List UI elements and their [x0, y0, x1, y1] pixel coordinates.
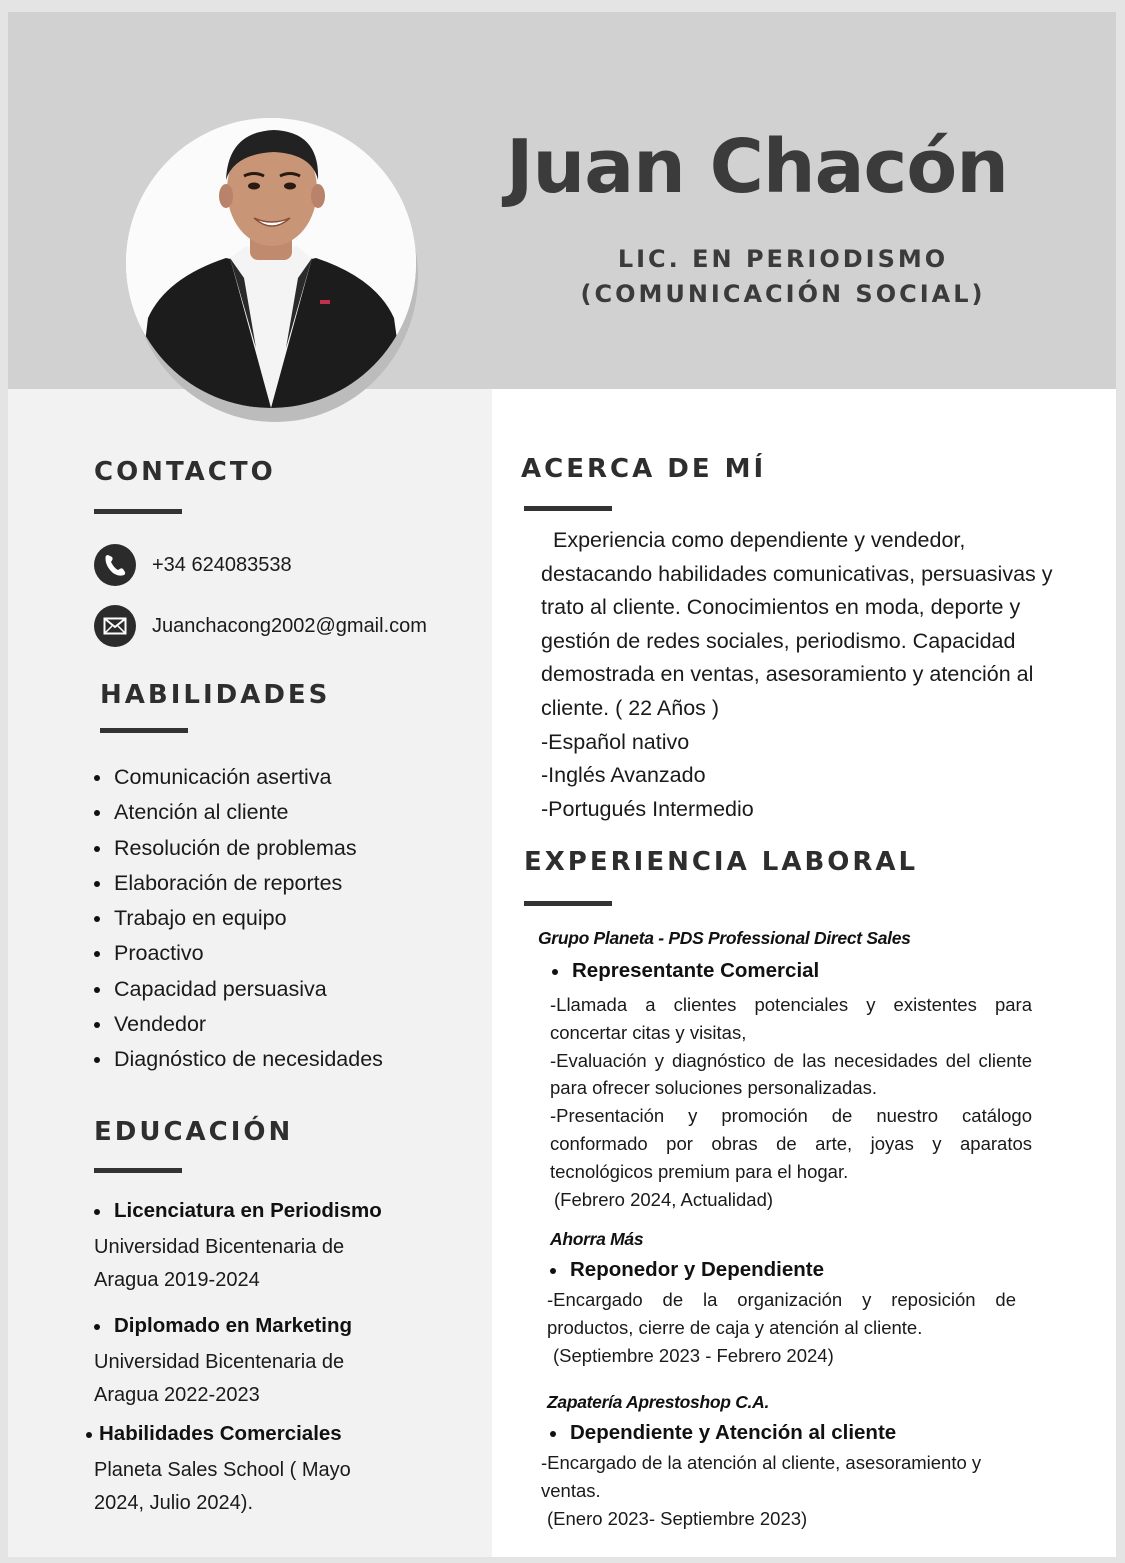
education-school-line1: Universidad Bicentenaria de — [94, 1236, 345, 1258]
skill-item: Trabajo en equipo — [94, 901, 383, 936]
job-description — [547, 1286, 1016, 1342]
skill-item: Vendedor — [94, 1007, 383, 1042]
job-description-line: -Evaluación y diagnóstico de las necesidades del cliente para ofrecer soluciones personalizadas. — [550, 1049, 1032, 1099]
about-line: gestión de redes sociales, periodismo. Capacidad — [541, 628, 1016, 653]
experience-heading: EXPERIENCIA LABORAL — [524, 847, 919, 877]
skills-list — [94, 760, 383, 1078]
skills-heading-bar — [100, 728, 188, 733]
job-dates: (Enero 2023- Septiembre 2023) — [547, 1507, 808, 1529]
skill-item: Elaboración de reportes — [94, 866, 383, 901]
education-degree: Licenciatura en Periodismo — [94, 1199, 464, 1223]
about-line: -Español nativo — [541, 729, 690, 754]
professional-title-line2: (COMUNICACIÓN SOCIAL) — [580, 280, 986, 308]
education-degree: Diplomado en Marketing — [94, 1314, 464, 1338]
about-heading: ACERCA DE MÍ — [521, 454, 767, 484]
contact-heading: CONTACTO — [94, 457, 276, 487]
job-role: Representante Comercial — [548, 959, 1032, 983]
education-heading: EDUCACIÓN — [94, 1117, 294, 1147]
education-entry — [94, 1314, 464, 1411]
about-line: cliente. ( 22 Años ) — [541, 695, 720, 720]
profile-photo — [126, 118, 416, 408]
job-description-line: -Encargado de la atención al cliente, asesoramiento y ventas. — [541, 1452, 982, 1501]
experience-heading-bar — [524, 901, 612, 906]
skill-item: Proactivo — [94, 936, 383, 971]
job-description-line: -Llamada a clientes potenciales y existentes para concertar citas y visitas, — [550, 994, 1032, 1043]
about-line: Experiencia como dependiente y vendedor, — [553, 528, 966, 552]
job-role: Reponedor y Dependiente — [546, 1258, 1016, 1282]
resume-page — [8, 12, 1116, 1557]
education-school-line1: Universidad Bicentenaria de — [94, 1351, 345, 1373]
candidate-name: Juan Chacón — [506, 124, 1008, 210]
education-school — [94, 1231, 464, 1296]
skill-item: Diagnóstico de necesidades — [94, 1042, 383, 1077]
phone-number[interactable]: +34 624083538 — [152, 554, 292, 576]
education-degree: Habilidades Comerciales — [86, 1422, 456, 1446]
job-entry — [538, 928, 1032, 1213]
phone-icon — [94, 544, 136, 586]
job-description — [541, 1449, 1017, 1505]
education-school-line2: Aragua 2022-2023 — [94, 1383, 260, 1406]
skill-item: Comunicación asertiva — [94, 760, 383, 795]
education-school — [94, 1346, 464, 1411]
education-school — [86, 1454, 456, 1519]
skill-item: Atención al cliente — [94, 795, 383, 830]
job-description — [538, 991, 1032, 1186]
professional-title — [528, 242, 1038, 312]
about-text — [541, 524, 1071, 826]
email-address[interactable]: Juanchacong2002@gmail.com — [152, 615, 427, 637]
skill-item: Capacidad persuasiva — [94, 972, 383, 1007]
education-school-line1: Planeta Sales School ( Mayo — [94, 1459, 351, 1481]
job-dates: (Septiembre 2023 - Febrero 2024) — [553, 1344, 834, 1366]
education-entry — [94, 1199, 464, 1296]
education-heading-bar — [94, 1168, 182, 1173]
professional-title-line1: LIC. EN PERIODISMO — [617, 245, 949, 273]
job-role: Dependiente y Atención al cliente — [546, 1421, 1017, 1445]
about-line: demostrada en ventas, asesoramiento y atención al — [541, 662, 1034, 687]
job-company: Zapatería Aprestoshop C.A. — [547, 1392, 770, 1412]
job-entry — [547, 1229, 1016, 1369]
job-description-line: -Presentación y promoción de nuestro catálogo conformado por obras de arte, joyas y aparatos tecnológicos premium para el hogar. — [550, 1105, 1032, 1182]
about-line: destacando habilidades comunicativas, persuasivas y — [541, 561, 1053, 586]
about-line: -Inglés Avanzado — [541, 763, 706, 788]
education-school-line2: 2024, Julio 2024). — [94, 1491, 254, 1514]
contact-heading-bar — [94, 509, 182, 514]
job-dates: (Febrero 2024, Actualidad) — [554, 1188, 774, 1210]
job-entry — [541, 1392, 1017, 1532]
skill-item: Resolución de problemas — [94, 831, 383, 866]
job-company: Ahorra Más — [550, 1229, 644, 1249]
job-description-line: -Encargado de la organización y reposición de productos, cierre de caja y atención al cliente. — [547, 1289, 1016, 1338]
about-line: trato al cliente. Conocimientos en moda, deporte y — [541, 595, 1021, 620]
about-line: -Portugués Intermedio — [541, 796, 754, 821]
skills-heading: HABILIDADES — [100, 680, 331, 710]
envelope-icon — [94, 605, 136, 647]
education-school-line2: Aragua 2019-2024 — [94, 1268, 260, 1291]
about-heading-bar — [524, 506, 612, 511]
person-portrait-icon — [126, 118, 416, 408]
job-company: Grupo Planeta - PDS Professional Direct Sales — [538, 928, 911, 948]
education-entry — [86, 1422, 456, 1519]
